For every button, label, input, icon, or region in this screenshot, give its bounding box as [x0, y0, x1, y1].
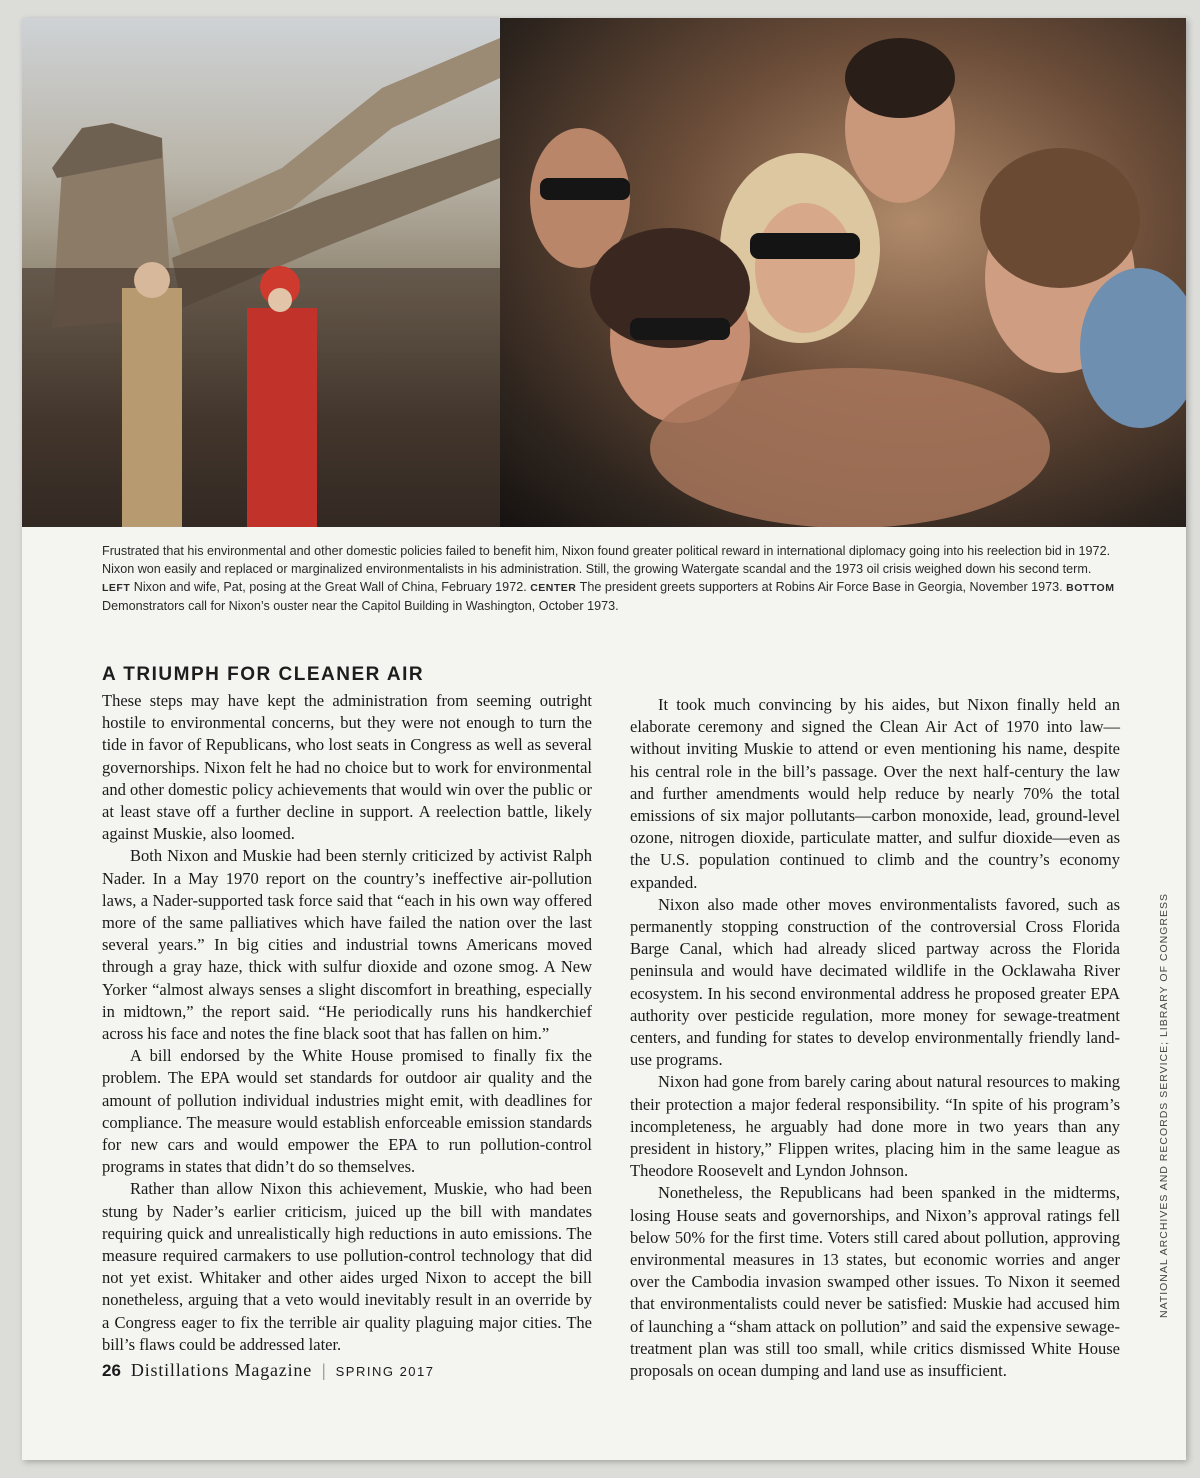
- great-wall-photo: [22, 18, 500, 527]
- photo-caption: [102, 542, 1122, 615]
- caption-left-text: Nixon and wife, Pat, posing at the Great Wall of China, February 1972.: [130, 580, 531, 594]
- magazine-page: [22, 18, 1186, 1460]
- page-footer: [102, 1360, 434, 1381]
- footer-separator: |: [322, 1360, 326, 1380]
- photo-credit: NATIONAL ARCHIVES AND RECORDS SERVICE; LIBRARY OF CONGRESS: [1158, 892, 1170, 1318]
- right-paragraph-4: Nonetheless, the Republicans had been spanked in the midterms, losing House seats and governorships, and Nixon’s approval ratings fell below 50% for the first time. Voters still cared about pollution, approving environmental measures in 13 states, but economic worries and anger over the Cambodia invasion swamped other issues. To Nixon it seemed that environmentalists could never be satisfied: Muskie had accused him of launching a “sham attack on pollution” and said the expensive sewage-treatment plan was still too small, while critics dismissed White House proposals on ocean dumping and land use as insufficient.: [630, 1183, 1120, 1381]
- caption-center-label: CENTER: [530, 582, 577, 594]
- crowd-photo: [500, 18, 1186, 527]
- left-paragraph-1: These steps may have kept the administration from seeming outright hostile to environmental concerns, but they were not enough to turn the tide in favor of Republicans, who lost seats in Congress as well as several governorships. Nixon felt he had no choice but to work for environmental and other domestic policy achievements that would win over the public or at least stave off a further decline in support. A reelection battle, likely against Muskie, also loomed.: [102, 691, 592, 844]
- issue-label: SPRING 2017: [335, 1364, 435, 1379]
- right-paragraph-1: It took much convincing by his aides, but Nixon finally held an elaborate ceremony and signed the Clean Air Act of 1970 into law—without inviting Muskie to attend or even mentioning his name, despite his central role in the bill’s passage. Over the next half-century the law and further amendments would help reduce by nearly 70% the total emissions of six major pollutants—carbon monoxide, lead, ground-level ozone, nitrogen dioxide, particulate matter, and sulfur dioxide—even as the U.S. population continued to climb and the country’s economy expanded.: [630, 695, 1120, 892]
- left-paragraph-4: Rather than allow Nixon this achievement, Muskie, who had been stung by Nader’s earlier criticism, juiced up the bill with mandates requiring quick and unrealistically high reductions in auto emissions. The measure required carmakers to use pollution-control technology that did not yet exist. Whitaker and other aides urged Nixon to accept the bill nonetheless, arguing that a veto would inevitably result in an override by a Congress eager to fix the terrible air quality plaguing major cities. The bill’s flaws could be addressed later.: [102, 1179, 592, 1354]
- left-column: [102, 690, 592, 1356]
- caption-center-text: The president greets supporters at Robins Air Force Base in Georgia, November 1973.: [576, 580, 1067, 594]
- magazine-name: Distillations Magazine: [130, 1360, 312, 1380]
- left-paragraph-2: Both Nixon and Muskie had been sternly criticized by activist Ralph Nader. In a May 1970 report on the country’s ineffective air-pollution laws, a Nader-supported task force said that “each in his own way offered more of the same palliatives which have failed the nation over the last several years.” In big cities and industrial towns Americans moved through a gray haze, thick with sulfur dioxide and ozone smog. A New Yorker “almost always senses a slight discomfort in breathing, especially in midtown,” the report said. “He periodically runs his handkerchief across his face and notes the fine black soot that has fallen on him.”: [102, 846, 592, 1044]
- left-paragraph-3: A bill endorsed by the White House promised to finally fix the problem. The EPA would set standards for outdoor air quality and the amount of pollution individual industries might emit, with deadlines for compliance. The measure would establish enforceable emission standards for new cars and would empower the EPA to run pollution-control programs in states that didn’t do so themselves.: [102, 1046, 592, 1177]
- section-heading: A TRIUMPH FOR CLEANER AIR: [102, 664, 425, 685]
- right-paragraph-3: Nixon had gone from barely caring about natural resources to making their protection a major federal responsibility. “In spite of his program’s incompleteness, he arguably had done more in two years than any president in history,” Flippen writes, placing him in the same league as Theodore Roosevelt and Lyndon Johnson.: [630, 1072, 1120, 1181]
- caption-main: Frustrated that his environmental and other domestic policies failed to benefit him, Nixon found greater political reward in international diplomacy going into his reelection bid in 1972. Nixon won easily and replaced or marginalized environmentalists in his administration. Still, the growing Watergate scandal and the 1973 oil crisis weighed down his second term.: [102, 544, 1111, 576]
- caption-bottom-text: Demonstrators call for Nixon’s ouster near the Capitol Building in Washington, October 1973.: [102, 599, 619, 613]
- caption-bottom-label: BOTTOM: [1066, 582, 1115, 594]
- right-paragraph-2: Nixon also made other moves environmentalists favored, such as permanently stopping construction of the controversial Cross Florida Barge Canal, which had already sliced partway across the Florida peninsula and would have decimated wildlife in the Ocklawaha River ecosystem. In his second environmental address he proposed greater EPA authority over pesticide regulation, more money for sewage-treatment centers, and funding for states to develop environmentally friendly land-use programs.: [630, 894, 1120, 1070]
- crowd-illustration: [500, 18, 1186, 527]
- right-column: [630, 694, 1120, 1382]
- caption-left-label: LEFT: [102, 582, 131, 594]
- great-wall-illustration: [22, 18, 500, 527]
- page-number: 26: [102, 1361, 121, 1380]
